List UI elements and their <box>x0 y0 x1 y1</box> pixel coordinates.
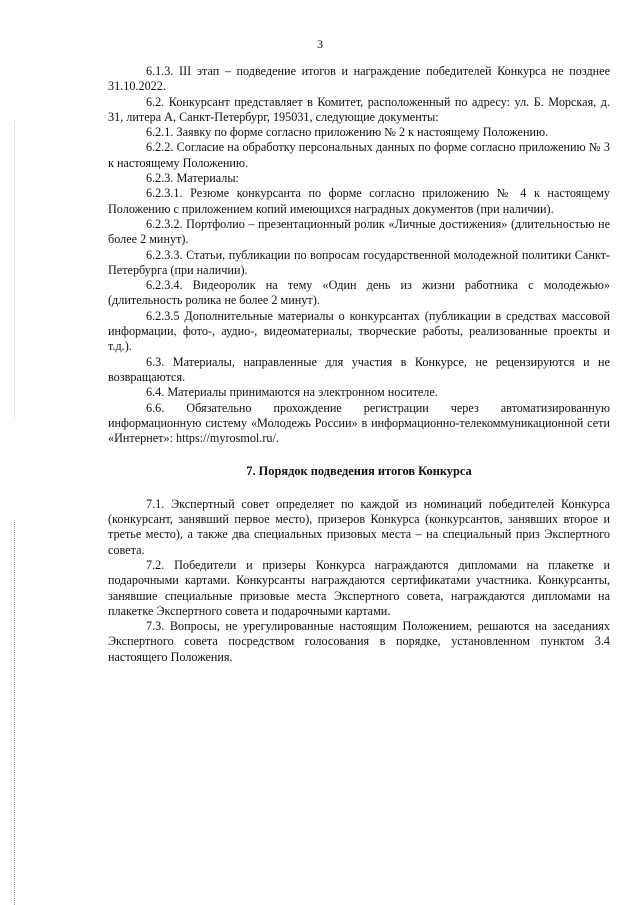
paragraph-6-2-3-1: 6.2.3.1. Резюме конкурсанта по форме согласно приложению № 4 к настоящему Положению с приложением копий имеющихся наградных документов (при наличии). <box>108 186 610 216</box>
document-body <box>108 64 610 665</box>
paragraph-6-1-3: 6.1.3. III этап – подведение итогов и награждение победителей Конкурса не позднее 31.10.2022. <box>108 64 610 94</box>
paragraph-6-2: 6.2. Конкурсант представляет в Комитет, расположенный по адресу: ул. Б. Морская, д. 31, литера А, Санкт-Петербург, 195031, следующие документы: <box>108 94 610 124</box>
paragraph-7-1: 7.1. Экспертный совет определяет по каждой из номинаций победителей Конкурса (конкурсант, занявший первое место), призеров Конкурса (конкурсантов, занявших второе и третье место), а также два специальных призовых места – на специальный приз Экспертного совета. <box>108 496 610 557</box>
section-heading: 7. Порядок подведения итогов Конкурса <box>246 464 472 479</box>
scan-edge-artifact <box>14 120 16 420</box>
paragraph-6-2-3-3: 6.2.3.3. Статьи, публикации по вопросам государственной молодежной политики Санкт-Петербурга (при наличии). <box>108 247 610 277</box>
page-number: 3 <box>317 37 323 51</box>
paragraph-6-6: 6.6. Обязательно прохождение регистрации через автоматизированную информационную систему «Молодежь России» в информационно-телекоммуникационной сети «Интернет»: https://myrosmol.ru/. <box>108 400 610 446</box>
paragraph-6-4: 6.4. Материалы принимаются на электронном носителе. <box>146 385 438 400</box>
paragraph-6-2-3-5: 6.2.3.5 Дополнительные материалы о конкурсантах (публикации в средствах массовой информации, фото-, аудио-, видеоматериалы, творческие работы, реализованные проекты и т.д.). <box>108 308 610 354</box>
paragraph-6-2-3-2: 6.2.3.2. Портфолио – презентационный ролик «Личные достижения» (длительностью не более 2 минут). <box>108 216 610 247</box>
paragraph-7-2: 7.2. Победители и призеры Конкурса награждаются дипломами на плакетке и подарочными картами. Конкурсанты награждаются сертификатами участника. Конкурсанты, занявшие специальные призовые места Экспертного совета, награждаются дипломами на плакетке Экспертного совета и подарочными картами. <box>108 557 610 618</box>
paragraph-6-3: 6.3. Материалы, направленные для участия в Конкурсе, не рецензируются и не возвращаются. <box>108 354 610 384</box>
scan-edge-artifact <box>14 520 16 905</box>
paragraph-6-2-1: 6.2.1. Заявку по форме согласно приложению № 2 к настоящему Положению. <box>146 125 549 140</box>
paragraph-7-3: 7.3. Вопросы, не урегулированные настоящим Положением, решаются на заседаниях Экспертного совета посредством голосования в порядке, установленном пунктом 3.4 настоящего Положения. <box>108 619 610 664</box>
paragraph-6-2-3-4: 6.2.3.4. Видеоролик на тему «Один день из жизни работника с молодежью» (длительность ролика не более 2 минут). <box>108 278 610 308</box>
paragraph-6-2-2: 6.2.2. Согласие на обработку персональных данных по форме согласно приложению № 3 к настоящему Положению. <box>108 140 610 170</box>
paragraph-6-2-3: 6.2.3. Материалы: <box>146 171 239 186</box>
